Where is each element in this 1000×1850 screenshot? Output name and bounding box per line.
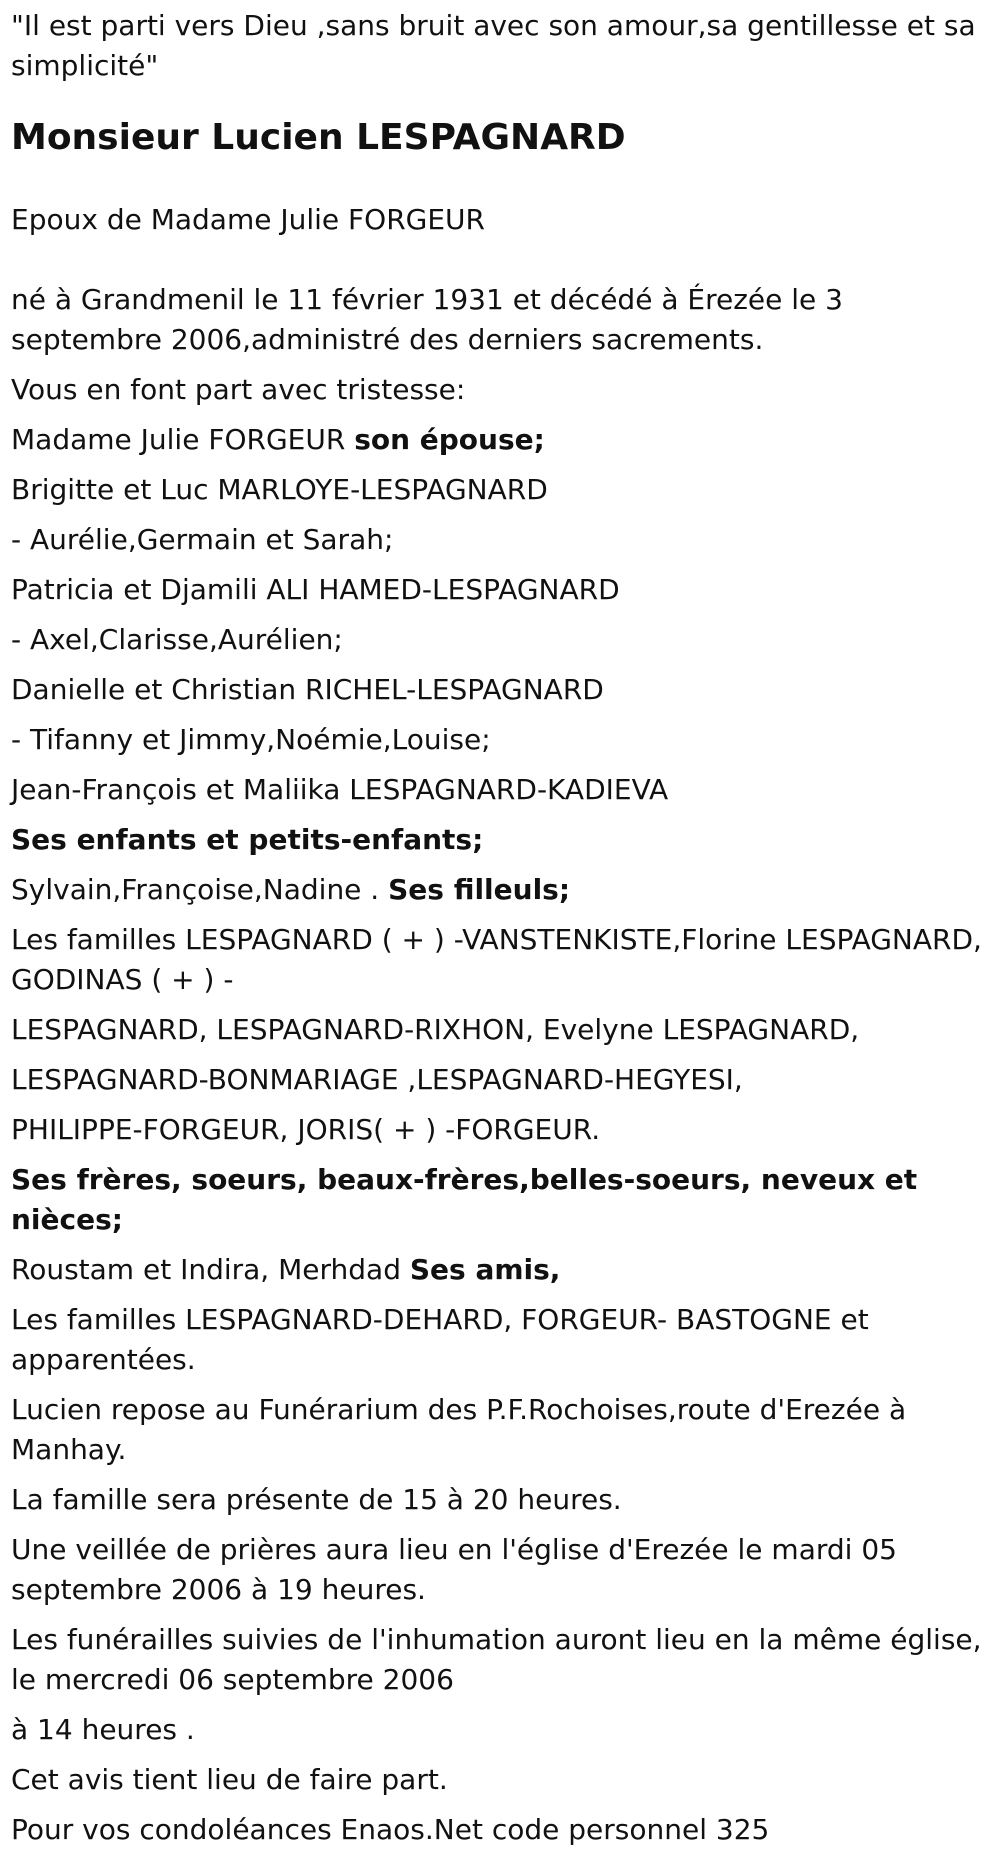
friends-names: Roustam et Indira, Merhdad	[11, 1253, 410, 1286]
family-line: Patricia et Djamili ALI HAMED-LESPAGNARD	[11, 573, 620, 606]
relatives-line: LESPAGNARD, LESPAGNARD-RIXHON, Evelyne LESPAGNARD,	[11, 1013, 860, 1046]
widow-role: son épouse;	[354, 423, 545, 456]
widow-name: Madame Julie FORGEUR	[11, 423, 355, 456]
resting-place-line: Lucien repose au Funérarium des P.F.Rochoises,route d'Erezée à Manhay.	[11, 1393, 907, 1466]
godchildren-label: Ses filleuls;	[388, 873, 571, 906]
grandchildren-line: - Tifanny et Jimmy,Noémie,Louise;	[11, 723, 491, 756]
siblings-label: Ses frères, soeurs, beaux-frères,belles-soeurs, neveux et nièces;	[11, 1163, 918, 1236]
widow-line	[11, 420, 989, 460]
funeral-time-line: à 14 heures .	[11, 1713, 195, 1746]
family-line: Danielle et Christian RICHEL-LESPAGNARD	[11, 673, 604, 706]
godchildren-names: Sylvain,Françoise,Nadine .	[11, 873, 389, 906]
spouse-line: Epoux de Madame Julie FORGEUR	[11, 203, 485, 236]
vigil-line: Une veillée de prières aura lieu en l'église d'Erezée le mardi 05 septembre 2006 à 19 heures.	[11, 1533, 897, 1606]
deceased-name: Monsieur Lucien LESPAGNARD	[11, 117, 626, 158]
condolences-line: Pour vos condoléances Enaos.Net code personnel 325	[11, 1813, 770, 1846]
relatives-line: PHILIPPE-FORGEUR, JORIS( + ) -FORGEUR.	[11, 1113, 601, 1146]
family-line: Brigitte et Luc MARLOYE-LESPAGNARD	[11, 473, 548, 506]
birth-death-line: né à Grandmenil le 11 février 1931 et décédé à Érezée le 3 septembre 2006,administré des derniers sacrements.	[11, 283, 843, 356]
relatives-line: LESPAGNARD-BONMARIAGE ,LESPAGNARD-HEGYESI,	[11, 1063, 743, 1096]
funeral-line: Les funérailles suivies de l'inhumation auront lieu en la même église, le mercredi 06 septembre 2006	[11, 1623, 982, 1696]
godchildren-line	[11, 870, 989, 910]
children-label: Ses enfants et petits-enfants;	[11, 823, 484, 856]
allied-families-line: Les familles LESPAGNARD-DEHARD, FORGEUR- BASTOGNE et apparentées.	[11, 1303, 869, 1376]
friends-label: Ses amis,	[409, 1253, 561, 1286]
family-presence-line: La famille sera présente de 15 à 20 heures.	[11, 1483, 622, 1516]
opening-quote: "Il est parti vers Dieu ,sans bruit avec son amour,sa gentillesse et sa simplicité"	[11, 9, 976, 82]
family-line: Jean-François et Maliika LESPAGNARD-KADIEVA	[11, 773, 669, 806]
friends-line	[11, 1250, 989, 1290]
relatives-line: Les familles LESPAGNARD ( + ) -VANSTENKISTE,Florine LESPAGNARD, GODINAS ( + ) -	[11, 923, 982, 996]
grandchildren-line: - Axel,Clarisse,Aurélien;	[11, 623, 343, 656]
grandchildren-line: - Aurélie,Germain et Sarah;	[11, 523, 394, 556]
announcement-line: Vous en font part avec tristesse:	[11, 373, 466, 406]
notice-line: Cet avis tient lieu de faire part.	[11, 1763, 448, 1796]
